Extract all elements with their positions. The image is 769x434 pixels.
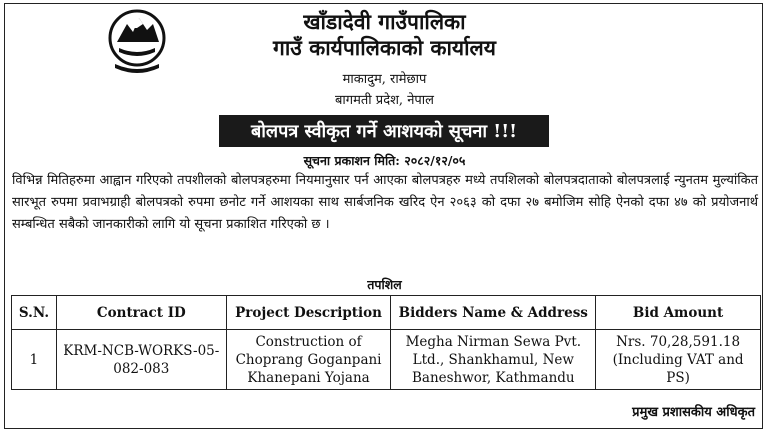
col-header-sn: S.N. <box>12 296 57 330</box>
signature-title: प्रमुख प्रशासकीय अधिकृत <box>632 405 755 420</box>
col-header-contract-id: Contract ID <box>56 296 226 330</box>
col-header-project-description: Project Description <box>226 296 391 330</box>
notice-body: विभिन्न मितिहरुमा आह्वान गरिएको तपशीलको बोलपत्रहरुमा नियमानुसार पर्न आएका बोलपत्रहरु मध्ये तपशिलको बोलपत्रदाताको बोलपत्रलाई न्युनतम मुल्यांकित सारभूत रुपमा प्रवाभग्राही बोलपत्रको रुपमा छनोट गर्ने आशयका साथ सार्बजनिक खरिद ऐन २०६३ को दफा २७ बमोजिम सोहि ऐनको दफा ४७ को प्रयोजनार्थ सम्बन्धित सबैको जानकारीको लागि यो सूचना प्रकाशित गरिएको छ । <box>12 173 758 232</box>
cell-bidder: Megha Nirman Sewa Pvt. Ltd., Shankhamul, New Baneshwor, Kathmandu <box>391 330 596 390</box>
col-header-bid-amount: Bid Amount <box>596 296 761 330</box>
cell-contract-id: KRM-NCB-WORKS-05-082-083 <box>56 330 226 390</box>
office-name: गाउँ कार्यपालिकाको कार्यालय <box>273 35 496 60</box>
table-header-row <box>12 296 761 330</box>
cell-project-description: Construction of Choprang Goganpani Khanepani Yojana <box>226 330 391 390</box>
col-header-bidder: Bidders Name & Address <box>391 296 596 330</box>
table-row <box>12 330 761 390</box>
province-line: बागमती प्रदेश, नेपाल <box>335 93 434 108</box>
address-line: माकादुम, रामेछाप <box>342 72 427 87</box>
bid-table <box>11 295 761 390</box>
schedule-title: तपशिल <box>367 277 402 292</box>
cell-sn: 1 <box>12 330 57 390</box>
municipality-name: खाँडादेवी गाउँपालिका <box>303 9 466 34</box>
publication-date: सूचना प्रकाशन मिति: २०८२/१२/०५ <box>303 153 466 168</box>
cell-bid-amount: Nrs. 70,28,591.18 (Including VAT and PS) <box>596 330 761 390</box>
notice-title-banner: बोलपत्र स्वीकृत गर्ने आशयको सूचना !!! <box>219 115 549 147</box>
